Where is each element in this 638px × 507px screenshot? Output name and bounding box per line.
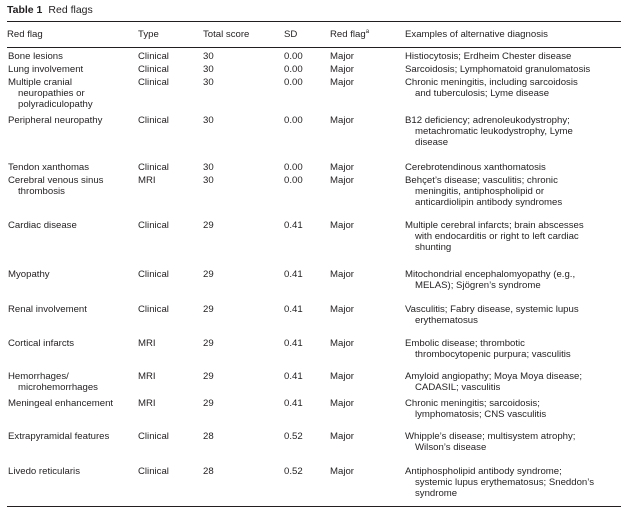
example-line: Multiple cerebral infarcts; brain abscesses [405,220,584,231]
cell-sd: 0.00 [284,115,303,126]
table-title: Red flags [48,4,93,16]
cell-total-score: 29 [203,269,214,280]
example-line: Embolic disease; thrombotic [405,338,525,349]
cell-red-flag-class: Major [330,162,354,173]
example-line: with endocarditis or right to left cardiac [415,231,579,242]
cell-red-flag [7,331,138,364]
cell-examples [405,173,621,213]
table-row [7,364,621,393]
example-line: systemic lupus erythematosus; Sneddon’s [415,477,594,488]
cell-sd: 0.00 [284,175,303,186]
cell-sd: 0.00 [284,51,303,62]
cell-examples [405,262,621,297]
table-row [7,213,621,262]
cell-sd: 0.00 [284,162,303,173]
cell-red-flag-class: Major [330,431,354,442]
example-line: Histiocytosis; Erdheim Chester disease [405,51,572,62]
cell-total-score: 30 [203,77,214,88]
cell-sd: 0.41 [284,371,303,382]
red-flag-line: Hemorrhages/ [8,371,69,382]
cell-type: MRI [138,371,156,382]
example-line: Chronic meningitis, including sarcoidosis [405,77,578,88]
example-line: CADASIL; vasculitis [415,382,501,393]
red-flag-line: Renal involvement [8,304,87,315]
example-line: anticardiolipin antibody syndromes [415,197,563,208]
example-line: Mitochondrial encephalomyopathy (e.g., [405,269,576,280]
header-type: Type [138,22,203,48]
cell-red-flag [7,75,138,110]
header-total-score: Total score [203,22,284,48]
header-row [7,22,621,48]
example-line: Cerebrotendinous xanthomatosis [405,162,546,173]
red-flag-line: thrombosis [18,186,65,197]
table-caption [7,4,93,16]
cell-red-flag [7,213,138,262]
cell-red-flag [7,424,138,459]
red-flag-line: Cortical infarcts [8,338,75,349]
table-row [7,75,621,110]
cell-type: MRI [138,175,156,186]
example-line: lymphomatosis; CNS vasculitis [415,409,547,420]
table-row [7,297,621,331]
cell-total-score: 30 [203,162,214,173]
cell-sd: 0.41 [284,269,303,280]
cell-type: Clinical [138,459,203,507]
table-row [7,262,621,297]
red-flag-line: Meningeal enhancement [8,398,114,409]
cell-total-score: 28 [203,459,284,507]
cell-total-score: 29 [203,304,214,315]
cell-red-flag [7,155,138,173]
cell-red-flag [7,393,138,424]
cell-type: Clinical [138,304,169,315]
cell-sd: 0.41 [284,220,303,231]
cell-red-flag-class: Major [330,51,354,62]
red-flag-line: Tendon xanthomas [8,162,90,173]
table-header [7,22,621,48]
red-flag-line: Peripheral neuropathy [8,115,103,126]
table-row [7,459,621,507]
cell-examples [405,364,621,393]
cell-type: Clinical [138,115,169,126]
example-line: Vasculitis; Fabry disease, systemic lupus [405,304,579,315]
red-flag-line: polyradiculopathy [18,99,93,110]
header-sd: SD [284,22,330,48]
cell-sd: 0.52 [284,431,303,442]
cell-sd: 0.00 [284,64,303,75]
cell-type: Clinical [138,220,169,231]
cell-examples [405,424,621,459]
cell-red-flag [7,48,138,63]
cell-type: MRI [138,338,156,349]
red-flag-line: Myopathy [8,269,50,280]
table-row [7,62,621,75]
table-row [7,155,621,173]
cell-type: Clinical [138,77,169,88]
cell-type: Clinical [138,269,169,280]
footnote-marker: a [365,28,370,35]
header-red-flag-class [330,22,405,48]
cell-red-flag-class: Major [330,115,354,126]
cell-examples [405,155,621,173]
cell-red-flag-class: Major [330,269,354,280]
red-flag-line: microhemorrhages [18,382,98,393]
red-flag-line: Cerebral venous sinus [8,175,104,186]
example-line: Chronic meningitis; sarcoidosis; [405,398,540,409]
cell-total-score: 30 [203,64,214,75]
red-flag-line: neuropathies or [18,88,85,99]
table-row [7,393,621,424]
cell-examples [405,110,621,155]
cell-total-score: 30 [203,115,214,126]
table-row [7,173,621,213]
example-line: Antiphospholipid antibody syndrome; [405,466,562,477]
cell-red-flag [7,62,138,75]
cell-type: Clinical [138,431,169,442]
example-line: Sarcoidosis; Lymphomatoid granulomatosis [405,64,591,75]
cell-total-score: 30 [203,175,214,186]
table-row [7,424,621,459]
cell-sd: 0.41 [284,304,303,315]
red-flag-line: Lung involvement [8,64,84,75]
cell-red-flag-class: Major [330,459,405,507]
cell-red-flag-class: Major [330,220,354,231]
cell-examples [405,48,621,63]
cell-type: Clinical [138,51,169,62]
cell-red-flag-class: Major [330,398,354,409]
red-flag-line: Multiple cranial [8,77,72,88]
cell-examples [405,297,621,331]
red-flag-line: Extrapyramidal features [8,431,110,442]
header-red-flag-class-label: Red flag [330,29,366,40]
red-flag-line: Cardiac disease [8,220,77,231]
example-line: meningitis, antiphospholipid or [415,186,545,197]
red-flags-table [7,21,621,507]
cell-sd: 0.52 [284,459,330,507]
cell-total-score: 28 [203,431,214,442]
table-row [7,110,621,155]
cell-red-flag [7,262,138,297]
cell-total-score: 29 [203,220,214,231]
cell-sd: 0.41 [284,338,303,349]
cell-red-flag-class: Major [330,304,354,315]
example-line: Behçet’s disease; vasculitis; chronic [405,175,558,186]
cell-examples [405,213,621,262]
table-body [7,48,621,507]
example-line: erythematosus [415,315,478,326]
cell-red-flag [7,364,138,393]
cell-red-flag-class: Major [330,175,354,186]
table-row [7,48,621,63]
cell-sd: 0.41 [284,398,303,409]
example-line: Wilson’s disease [415,442,487,453]
cell-red-flag [7,110,138,155]
example-line: shunting [415,242,452,253]
example-line: metachromatic leukodystrophy, Lyme [415,126,573,137]
cell-type: MRI [138,398,156,409]
example-line: and tuberculosis; Lyme disease [415,88,550,99]
header-examples: Examples of alternative diagnosis [405,22,621,48]
cell-examples [405,62,621,75]
cell-red-flag-class: Major [330,371,354,382]
cell-type: Clinical [138,162,169,173]
cell-examples [405,75,621,110]
table-number: Table 1 [7,4,43,16]
example-line: syndrome [415,488,458,499]
example-line: Whipple’s disease; multisystem atrophy; [405,431,576,442]
cell-examples [405,393,621,424]
cell-total-score: 30 [203,51,214,62]
red-flag-line: Livedo reticularis [8,466,80,477]
table-row [7,331,621,364]
cell-total-score: 29 [203,398,214,409]
cell-total-score: 29 [203,371,214,382]
example-line: MELAS); Sjögren’s syndrome [415,280,541,291]
cell-type: Clinical [138,64,169,75]
cell-red-flag-class: Major [330,64,354,75]
cell-red-flag [7,173,138,213]
cell-red-flag [7,297,138,331]
example-line: disease [415,137,449,148]
cell-examples [405,331,621,364]
cell-sd: 0.00 [284,77,303,88]
example-line: Amyloid angiopathy; Moya Moya disease; [405,371,583,382]
header-red-flag: Red flag [7,22,138,48]
cell-red-flag [7,459,138,507]
cell-red-flag-class: Major [330,77,354,88]
cell-total-score: 29 [203,338,214,349]
red-flag-line: Bone lesions [8,51,63,62]
cell-red-flag-class: Major [330,338,354,349]
example-line: thrombocytopenic purpura; vasculitis [415,349,571,360]
cell-examples [405,459,621,507]
example-line: B12 deficiency; adrenoleukodystrophy; [405,115,570,126]
